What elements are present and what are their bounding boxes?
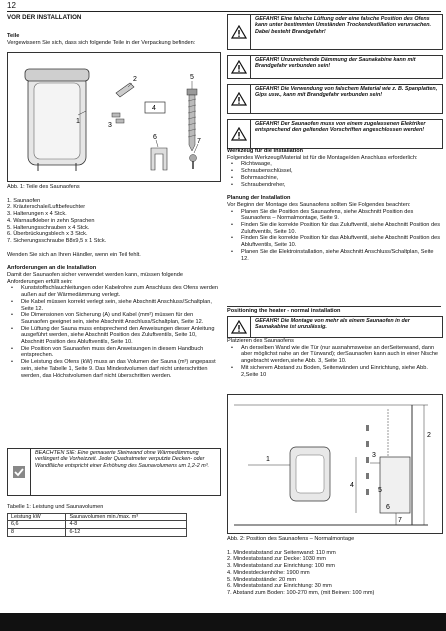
- list-item: 2. Kräuterschale/Luftbefeuchter: [7, 204, 86, 211]
- section-title: VOR DER INSTALLATION: [7, 14, 82, 21]
- list-item: • Die Position von Saunaofen muss den Anweisungen in diesem Handbuch entsprechen.: [21, 346, 219, 359]
- fig2-label-2: 2: [427, 432, 431, 439]
- teile-intro: Vergewissern Sie sich, dass sich folgende Teile in der Verpackung befinden:: [7, 39, 196, 46]
- warning-box: [227, 84, 443, 114]
- table-cell: 6,6: [8, 521, 66, 529]
- fig1-label-6: 6: [153, 134, 157, 141]
- list-item: 3. Halterungen x 4 Stck.: [7, 211, 67, 218]
- herb-bowl-shape: [116, 83, 134, 97]
- list-item: • Die Leistung des Ofens (kW) muss an das Volumen der Sauna (m³) angepasst sein, siehe Tabelle 1, Seite 9. Das Mindestvolumen darf nicht unterschritten werden, das Höchstvolumen darf nicht überschritten werden.: [21, 359, 219, 379]
- fig2-label-5: 5: [378, 487, 382, 494]
- fig1-label-4: 4: [152, 105, 156, 112]
- warning-box: [227, 119, 443, 149]
- list-item: • Die Dimensionen von Sicherung (A) und Kabel (mm²) müssen für den Saunaofen geeignet sein, siehe Abschnitt Anschluss/Schaltplan, Seite 12.: [21, 312, 219, 325]
- list-item: • Schraubenschlüssel,: [241, 168, 441, 175]
- fig2-label-1: 1: [266, 456, 270, 463]
- heater-top-shape: [25, 69, 89, 81]
- table-header-cell: Leistung kW: [8, 513, 66, 521]
- figure1-caption: Abb. 1: Teile des Saunaofens: [7, 184, 80, 190]
- parts-figure: [7, 52, 221, 182]
- list-item: • Finden Sie die korrekte Position für das Abluftventil, siehe Abschnitt Position des Abluftventils, Seite 10.: [241, 235, 441, 248]
- list-item: • Planen Sie die Elektroinstallation, siehe Abschnitt Anschluss/Schaltplan, Seite 12.: [241, 249, 441, 262]
- planung-intro: Vor Beginn der Montage des Saunaofens sollten Sie Folgendes beachten:: [227, 201, 411, 208]
- fig1-label-5: 5: [190, 74, 194, 81]
- list-item: • Planen Sie die Position des Saunaofens, siehe Abschnitt Position des Saunaofens – Normalmontage, Seite 9.: [241, 209, 441, 222]
- warning-text: GEFAHR! Die Verwendung von falschem Material wie z. B. Spanplatten, Gips usw., kann mit Brandgefahr verbunden sein!: [255, 86, 438, 99]
- parts-list: [7, 198, 219, 245]
- werkzeug-intro: Folgendes Werkzeug/Material ist für die Montage/den Anschluss erforderlich:: [227, 154, 418, 161]
- header-rule: [7, 11, 441, 12]
- bridge-plate-shape: [151, 148, 167, 170]
- mounting-screw-shape: [189, 95, 195, 151]
- table-header-cell: Saunavolumen min./max. m³: [66, 513, 187, 521]
- planning-list: [227, 209, 441, 263]
- table-cell: 6-12: [66, 529, 187, 537]
- warning-triangle-icon: [228, 56, 251, 78]
- list-item: 4. Mindestdeckenhöhe: 1900 mm: [227, 569, 310, 576]
- list-item: 6. Überbrückungsblech x 3 Stck.: [7, 231, 88, 238]
- list-item: 4. Warnaufkleber in zehn Sprachen: [7, 217, 95, 224]
- list-item: • Bohrmaschine,: [241, 175, 441, 182]
- fig2-label-7: 7: [398, 517, 402, 524]
- warning-text: GEFAHR! Eine falsche Lüftung oder eine falsche Position des Ofens kann unter bestimmten Umständen Trockendestillation verursachen. Dabei besteht Brandgefahr!: [255, 16, 432, 35]
- fig2-label-4: 4: [350, 482, 354, 489]
- teile-heading: Teile: [7, 33, 20, 39]
- figure2-caption: Abb. 2: Position des Saunaofens – Normalmontage: [227, 536, 355, 542]
- distances-list: [227, 550, 441, 597]
- placement-subheading: Platzieren des Saunaofens: [227, 338, 294, 344]
- checkmark-icon: [8, 449, 31, 495]
- list-item: • Die Lüftung der Sauna muss entsprechend den Anweisungen dieser Anleitung ausgeführt werden, siehe Abschnitt Position des Zuluftventils, Seite 10, Abschnitt Position des Abluftventils, Seite 10.: [21, 326, 219, 346]
- warning-text: GEFAHR! Unzureichende Dämmung der Saunakabine kann mit Brandgefahr verbunden sein!: [255, 57, 416, 70]
- list-item: • Finden Sie die korrekte Position für das Zuluftventil, siehe Abschnitt Position des Zuluftventils, Seite 10.: [241, 222, 441, 235]
- tools-list: [227, 161, 441, 188]
- note-text: BEACHTEN SIE: Eine gemauerte Steinwand ohne Wärmedämmung verlängert die Vorheizzeit. Jeder Quadratmeter verputzte Decken- oder Wandfläche entspricht einer Erhöhung des Saunavolumens um 1,2-2 m³.: [35, 450, 209, 469]
- installation-diagram: [228, 395, 442, 533]
- list-item: 7. Abstand zum Boden: 100-270 mm, (mit Beinen: 100 mm): [227, 589, 375, 596]
- warning-triangle-icon: [228, 120, 251, 148]
- fig1-label-1: 1: [76, 118, 80, 125]
- list-item: 5. Mindestabstände: 20 mm: [227, 576, 297, 583]
- list-item: • An derselben Wand wie die Tür (nur ausnahmsweise an derSeitenwand, dann aber möglichst nahe an der Türwand); derSaunaofen kann auch in einer Nische angebracht werden,siehe Abb. 3, Seite 10.: [241, 345, 441, 365]
- table-caption: Tabelle 1: Leistung und Saunavolumen: [7, 504, 104, 510]
- fig1-label-7: 7: [197, 138, 201, 145]
- parts-illustration: [8, 53, 220, 181]
- list-item: • Kunststoffschlauchleitungen oder Kabelrohre zum Anschluss des Ofens werden außen auf der Wärmedämmung verlegt.: [21, 285, 219, 298]
- warning-triangle-icon: [228, 15, 251, 49]
- warning-triangle-icon: [228, 317, 251, 337]
- heater-side-shape: [380, 457, 410, 513]
- list-item: • Richtwaage,: [241, 161, 441, 168]
- list-item: 3. Mindestabstand zur Einrichtung: 100 mm: [227, 563, 335, 570]
- fig2-label-6: 6: [386, 504, 390, 511]
- fig1-label-3: 3: [108, 122, 112, 129]
- power-volume-table: [7, 513, 187, 537]
- list-item: 5. Halterungsschrauben x 4 Stck.: [7, 224, 90, 231]
- table-row: [8, 521, 187, 529]
- list-item: • Die Kabel müssen korrekt verlegt sein, siehe Abschnitt Anschluss/Schaltplan, Seite 12.: [21, 299, 219, 312]
- list-item: 1. Mindestabstand zur Seitenwand: 110 mm: [227, 549, 336, 556]
- missing-part-note: Wenden Sie sich an Ihren Händler, wenn ein Teil fehlt.: [7, 251, 141, 258]
- werkzeug-heading: Werkzeug für die Installation: [227, 148, 304, 154]
- installation-figure: [227, 394, 443, 534]
- table-header-row: [8, 513, 187, 521]
- warning-text: GEFAHR! Die Montage von mehr als einem Saunaofen in der Saunakabine ist unzulässig.: [255, 318, 410, 331]
- table-cell: 4-8: [66, 521, 187, 529]
- note-box: [7, 448, 221, 496]
- list-item: 7. Sicherungsschraube B8x9,5 x 1 Stck.: [7, 237, 107, 244]
- anforderungen-intro: Damit der Saunaofen sicher verwendet werden kann, müssen folgende Anforderungen erfüllt sein:: [7, 272, 183, 285]
- list-item: • Schraubendreher,: [241, 182, 441, 189]
- fig1-label-2: 2: [133, 76, 137, 83]
- table-row: [8, 529, 187, 537]
- positioning-heading: Positioning the heater - normal installation: [227, 308, 341, 314]
- placement-list: [227, 345, 441, 379]
- list-item: 6. Mindestabstand zur Einrichtung: 30 mm: [227, 583, 332, 590]
- list-item: • Mit sicherem Abstand zu Boden, Seitenwänden und Einrichtung, siehe Abb. 2,Seite 10: [241, 365, 441, 378]
- table-cell: 8: [8, 529, 66, 537]
- anforderungen-heading: Anforderungen an die Installation: [7, 265, 97, 272]
- warning-box: [227, 316, 443, 338]
- requirements-list: [7, 285, 219, 379]
- warning-box: [227, 14, 443, 50]
- fig2-label-3: 3: [372, 452, 376, 459]
- list-item: 2. Mindestabstand zur Decke: 1030 mm: [227, 556, 326, 563]
- warning-box: [227, 55, 443, 79]
- list-item: 1. Saunaofen: [7, 197, 41, 204]
- warning-text: GEFAHR! Der Saunaofen muss von einem zugelassenen Elektriker entsprechend den geltenden Vorschriften angeschlossen werden!: [255, 121, 426, 134]
- warning-triangle-icon: [228, 85, 251, 113]
- planung-heading: Planung der Installation: [227, 195, 291, 202]
- page-number: 12: [7, 1, 16, 10]
- footer-bar: [0, 613, 446, 631]
